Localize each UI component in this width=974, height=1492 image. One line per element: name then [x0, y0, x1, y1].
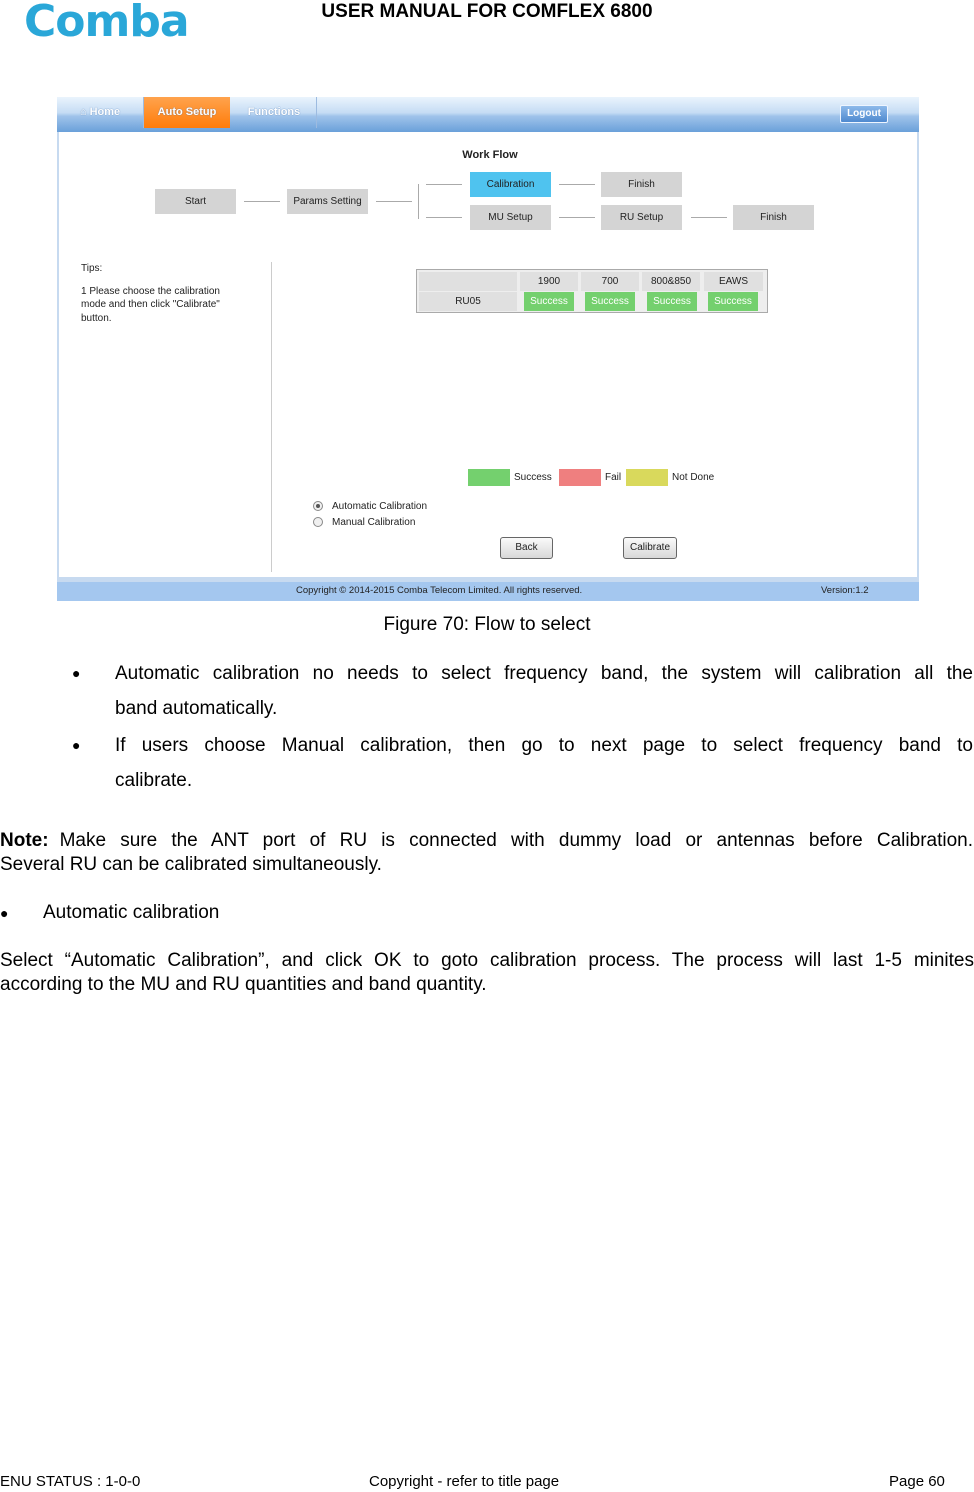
body-paragraph: according to the MU and RU quantities and band quantity. [0, 974, 487, 995]
body-paragraph: Select “Automatic Calibration”, and click OK to goto calibration process. The process will last 1-5 minites [0, 950, 974, 971]
top-nav-bar [57, 97, 919, 132]
workflow-step-calibration: Calibration [470, 172, 551, 197]
bullet-icon: ● [72, 737, 81, 753]
status-cell-success: Success [524, 292, 574, 311]
footer-copyright: Copyright - refer to title page [369, 1473, 560, 1490]
app-version: Version:1.2 [821, 585, 869, 596]
bullet-icon: ● [72, 665, 81, 681]
table-row-label: RU05 [419, 292, 517, 311]
status-cell-success: Success [708, 292, 758, 311]
automatic-calibration-label: Automatic Calibration [332, 501, 428, 512]
note-text: Several RU can be calibrated simultaneously. [0, 854, 382, 875]
legend-swatch-success [468, 469, 510, 486]
workflow-title: Work Flow [462, 149, 518, 161]
flow-connector [426, 217, 462, 218]
note-text: Make sure the ANT port of RU is connected with dummy load or antennas before Calibration. [59, 830, 973, 851]
tips-line: button. [81, 313, 112, 324]
legend-label-success: Success [514, 472, 552, 483]
app-copyright: Copyright © 2014-2015 Comba Telecom Limited. All rights reserved. [296, 585, 583, 596]
bullet-text: Automatic calibration no needs to select frequency band, the system will calibration all the [115, 663, 973, 684]
logout-button[interactable]: Logout [840, 105, 888, 123]
workflow-step-params-setting: Params Setting [287, 189, 368, 214]
nav-tab-home[interactable] [57, 97, 144, 128]
workflow-step-start: Start [155, 189, 236, 214]
document-status: ENU STATUS : 1-0-0 [0, 1473, 141, 1490]
table-header-cell: 1900 [520, 272, 578, 291]
flow-connector [376, 201, 412, 202]
ui-screenshot [57, 97, 919, 601]
bullet-text: calibrate. [115, 770, 193, 791]
legend-swatch-fail [559, 469, 601, 486]
legend-swatch-not-done [626, 469, 668, 486]
flow-connector [559, 184, 595, 185]
section-bullet: Automatic calibration [43, 902, 220, 923]
workflow-step-finish: Finish [733, 205, 814, 230]
panel-divider [271, 262, 272, 572]
table-header-cell: EAWS [704, 272, 763, 291]
tips-line: mode and then click "Calibrate" [81, 299, 220, 310]
nav-tab-functions[interactable]: Functions [232, 97, 317, 128]
status-cell-success: Success [585, 292, 635, 311]
workflow-step-ru-setup: RU Setup [601, 205, 682, 230]
bullet-text: band automatically. [115, 698, 278, 719]
workflow-step-mu-setup: MU Setup [470, 205, 551, 230]
nav-tab-auto-setup[interactable]: Auto Setup [144, 97, 230, 128]
note-label: Note: [0, 830, 49, 851]
workflow-step-finish: Finish [601, 172, 682, 197]
automatic-calibration-radio[interactable] [313, 501, 323, 511]
table-header-cell: 800&850 [642, 272, 700, 291]
bullet-icon: ● [0, 905, 9, 921]
figure-caption: Figure 70: Flow to select [383, 614, 591, 635]
flow-connector [426, 184, 462, 185]
note-paragraph [0, 829, 973, 853]
content-panel [59, 132, 917, 577]
app-footer [57, 582, 919, 601]
home-icon: ⌂ [79, 106, 87, 118]
tips-label: Tips: [81, 263, 103, 274]
legend-label-fail: Fail [605, 472, 622, 483]
document-title: USER MANUAL FOR COMFLEX 6800 [321, 1, 653, 22]
table-corner-cell [419, 272, 517, 291]
page-number: Page 60 [889, 1473, 945, 1490]
nav-home-label: Home [89, 106, 121, 118]
flow-connector [244, 201, 280, 202]
back-button[interactable]: Back [500, 537, 553, 559]
flow-connector [559, 217, 595, 218]
tips-line: 1 Please choose the calibration [81, 286, 220, 297]
manual-calibration-radio[interactable] [313, 517, 323, 527]
table-header-cell: 700 [581, 272, 639, 291]
flow-connector [691, 217, 727, 218]
calibration-status-table [416, 269, 768, 313]
bullet-text: If users choose Manual calibration, then go to next page to select frequency band to [115, 735, 973, 756]
logo-text: Comba [24, 0, 189, 44]
calibrate-button[interactable]: Calibrate [623, 537, 677, 559]
flow-branch [418, 184, 419, 219]
manual-calibration-label: Manual Calibration [332, 517, 416, 528]
legend-label-not-done: Not Done [672, 472, 715, 483]
status-cell-success: Success [647, 292, 697, 311]
